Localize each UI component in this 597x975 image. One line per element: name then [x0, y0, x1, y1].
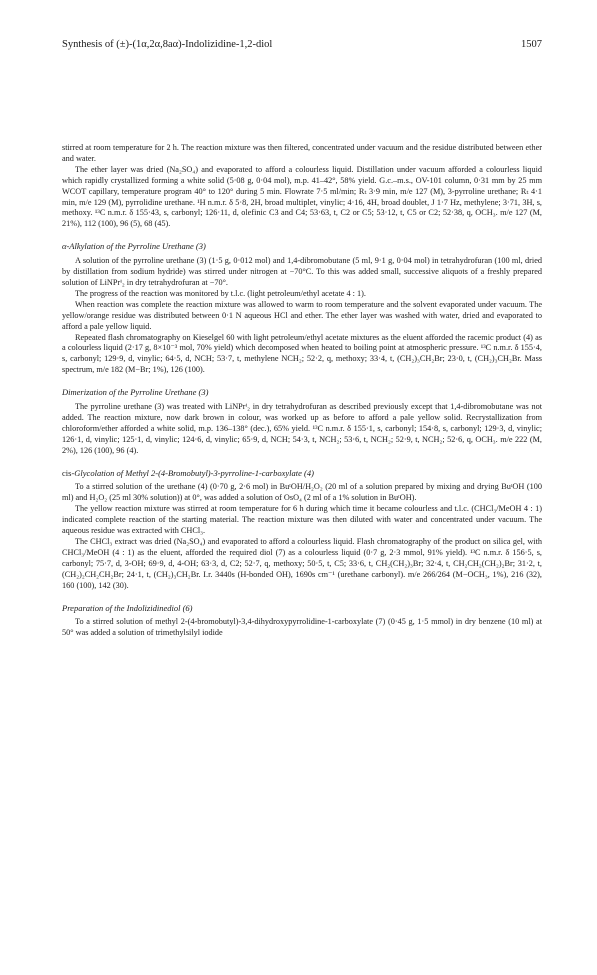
heading-text: Glycolation of Methyl 2-(4-Bromobutyl)-3-pyrroline-1-carboxylate (4) [74, 467, 314, 478]
paragraph: To a stirred solution of the urethane (4) (0·70 g, 2·6 mol) in BuᵗOH/H₂O₂ (20 ml of a solution prepared by mixing and drying BuᵗOH (100 ml) and H₂O₂ (25 ml 30% solution)) at 0°, was added a solution of OsO₄ (2 ml of a 1% solution in BuᵗOH). [62, 482, 542, 503]
paragraph: The yellow reaction mixture was stirred at room temperature for 6 h during which time it became colourless and t.l.c. (CHCl₃/MeOH 4 : 1) indicated complete reaction of the starting material. The reaction mixture was then diluted with water and concentrated under vacuum. The aqueous residue was extracted with CHCl₃. [62, 504, 542, 536]
paragraph: The CHCl₃ extract was dried (Na₂SO₄) and evaporated to afford a colourless liquid. Flash chromatography of the product on silica gel, with CHCl₃/MeOH (4 : 1) as the eluent, afforded the required diol (7) as a colourless liquid (0·7 g, 2·3 mmol, 91% yield). ¹³C n.m.r. δ 156·5, s, carbonyl; 75·7, d, 3-OH; 69·9, d, 4-OH; 63·3, d, C2; 52·7, q, methoxy; 50·5, t, C5; 33·6, t, CH₂(CH₂)₃Br; 32·4, t, CH₂CH₂(CH₂)₂Br; 31·2, t, (CH₂)₂CH₂CH₂Br; 24·1, t, (CH₂)₃CH₂Br. I.r. 3440s (H-bonded OH), 1690s cm⁻¹ (urethane carbonyl). m/e 266/264 (M−OCH₃, 1%), 216 (32), 160 (100), 142 (30). [62, 537, 542, 590]
section-heading: Preparation of the Indolizidinediol (6) [62, 602, 193, 613]
paragraph: A solution of the pyrroline urethane (3) (1·5 g, 0·012 mol) and 1,4-dibromobutane (5 ml, 9·1 g, 0·04 mol) in tetrahydrofuran (100 ml, dried by distillation from sodium hydride) was stirred under nitrogen at −70°C. To this was added small, successive aliquots of a freshly prepared solution of LiNPrⁱ₂ in dry tetrahydrofuran at −70°. [62, 256, 542, 287]
paragraph: The pyrroline urethane (3) was treated with LiNPrⁱ₂ in dry tetrahydrofuran as described previously except that 1,4-dibromobutane was not added. The reaction mixture, now dark brown in colour, was worked up as before to afford a pale yellow solid. Recrystallization from chloroform/ether afforded a white solid, m.p. 136–138° (dec.), 65% yield. ¹³C n.m.r. δ 155·1, s, carbonyl; 154·8, s, carbonyl; 129·3, d, vinylic; 126·1, d, vinylic; 125·1, d, vinylic; 124·6, d, vinylic; 65·9, d, NCH; 54·3, t, NCH₂; 53·6, t, NCH₂; 52·9, t, NCH₂; 52·6, q, OCH₃. m/e 222 (M, 2%), 126 (100), 96 (4). [62, 402, 542, 455]
paragraph: To a stirred solution of methyl 2-(4-bromobutyl)-3,4-dihydroxypyrrolidine-1-carboxylate (7) (0·45 g, 1·5 mmol) in dry benzene (10 ml) at 50° was added a solution of trimethylsilyl iodide [62, 617, 542, 638]
paragraph: When reaction was complete the reaction mixture was allowed to warm to room temperature and the solvent evaporated under vacuum. The yellow/orange residue was distributed between 0·1 N aqueous HCl and ether. The ether layer was washed with water, dried and evaporated to afford a pale yellow liquid. [62, 299, 542, 331]
section-heading [62, 468, 542, 479]
paragraph: Repeated flash chromatography on Kieselgel 60 with light petroleum/ethyl acetate mixtures as the eluent afforded the racemic product (4) as a colourless liquid (2·17 g, 8×10⁻³ mol, 70% yield) which decomposed when heated to boiling point at atmospheric pressure. ¹³C n.m.r. δ 155·4, s, carbonyl; 129·9, d, vinylic; 64·5, d, NCH; 53·7, t, methylene NCH₂; 52·2, q, methoxy; 33·4, t, (CH₂)₃CH₂Br; 23·0, t, (CH₂)₃CH₂Br. Mass spectrum, m/e 182 (M−Br; 1%), 126 (100). [62, 332, 542, 375]
section-heading: Dimerization of the Pyrroline Urethane (3) [62, 387, 209, 398]
running-title: Synthesis of (±)-(1α,2α,8aα)-Indolizidine-1,2-diol [62, 39, 273, 50]
heading-prefix: cis- [62, 467, 75, 478]
section-heading: α-Alkylation of the Pyrroline Urethane (3) [62, 241, 206, 252]
article-body [62, 143, 542, 639]
paragraph: The ether layer was dried (Na₂SO₄) and evaporated to afford a colourless liquid. Distillation under vacuum afforded a colourless liquid which rapidly crystallized forming a white solid (5·08 g, 0·04 mol), m.p. 41–42°, 58% yield. G.c.–m.s., OV-101 column, 0·31 mm by 25 mm WCOT capillary, temperature program 40° to 120° during 5 min. Flowrate 7·5 ml/min; Rₜ 3·9 min, m/e 127 (M), 3-pyrroline urethane; Rₜ 4·1 min, m/e 129 (M), pyrrolidine urethane. ¹H n.m.r. δ 5·8, 2H, broad multiplet, vinylic; 4·16, 4H, broad doublet, J 1·7 Hz, methylene; 3·71, 3H, s, methoxy. ¹³C n.m.r. δ 155·43, s, carbonyl; 126·11, d, olefinic C3 and C4; 53·63, t, C2 or C5; 53·12, t, C5 or C2; 52·38, q, OCH₃. m/e 127 (M, 21%), 112 (100), 96 (5), 68 (45). [62, 164, 542, 229]
page-number: 1507 [521, 39, 542, 50]
paragraph: stirred at room temperature for 2 h. The reaction mixture was then filtered, concentrated under vacuum and the residue distributed between ether and water. [62, 143, 542, 163]
paragraph: The progress of the reaction was monitored by t.l.c. (light petroleum/ethyl acetate 4 : 1). [75, 288, 366, 298]
